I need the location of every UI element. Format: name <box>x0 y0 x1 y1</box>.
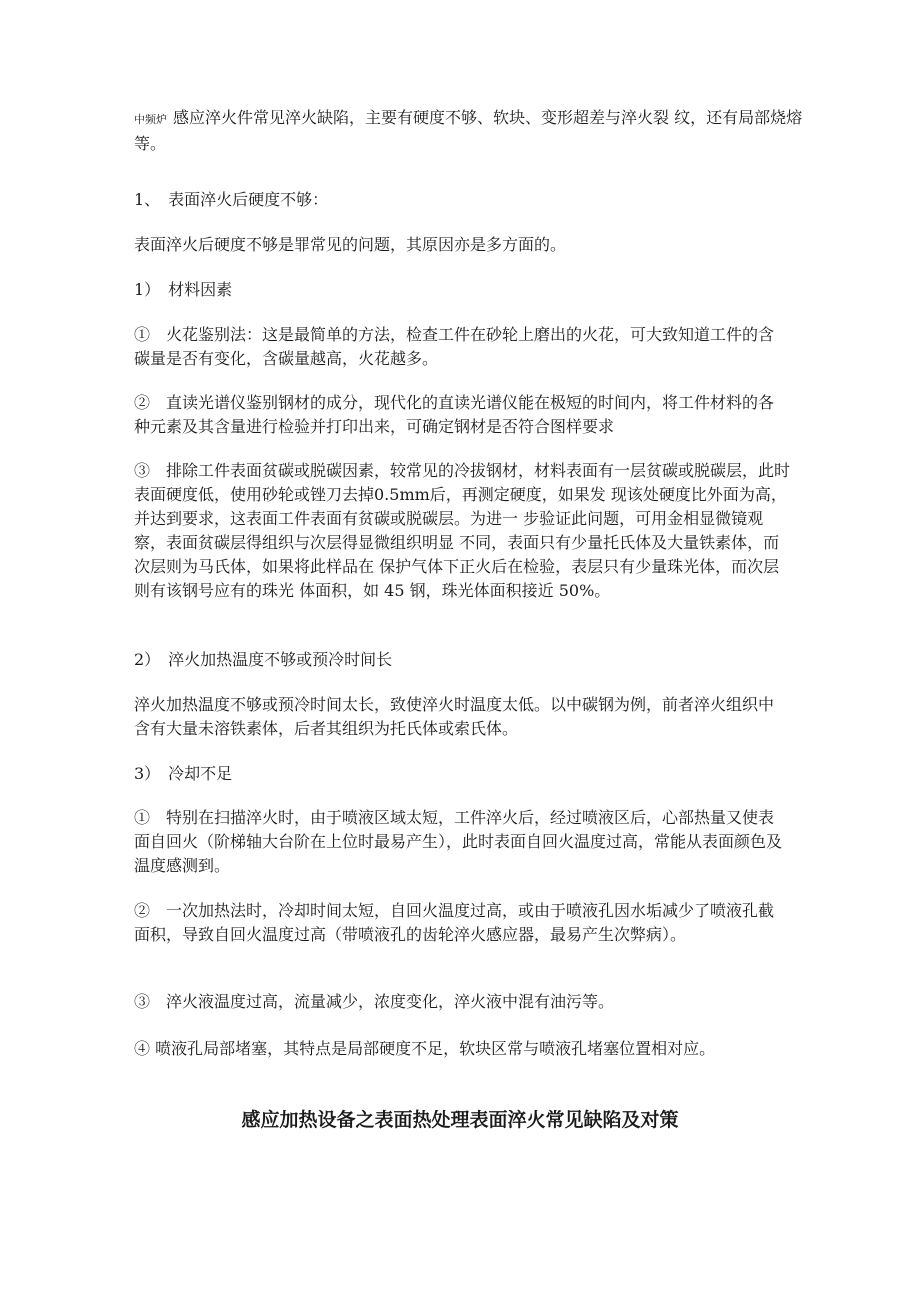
paragraph-quench-liquid: ③ 淬火液温度过高，流量减少，浓度变化，淬火液中混有油污等。 <box>134 992 615 1011</box>
paragraph-spark-test: ① 火花鉴别法：这是最简单的方法，检查工件在砂轮上磨出的火花，可大致知道工件的含碳量是否有变化，含碳量越高，火花越多。 <box>134 325 775 368</box>
paragraph-nozzle-blockage: ④ 喷液孔局部堵塞，其特点是局部硬度不足，软块区常与喷液孔堵塞位置相对应。 <box>134 1039 716 1058</box>
subheading-cooling: 3） 冷却不足 <box>134 764 233 783</box>
paragraph-decarburization: ③ 排除工件表面贫碳或脱碳因素，较常见的冷拔钢材，材料表面有一层贫碳或脱碳层，此时表面硬度低，使用砂轮或锉刀去掉0.5mm后，再测定硬度，如果发 现该处硬度比外面为高，并达到要求，这表面工件表面有贫碳或脱碳层。为进一 步验证此问题，可用金相显微镜观察，表面贫碳层得组织与次层得显微组织明显 不同，表面只有少量托氏体及大量铁素体，而次层则为马氏体，如果将此样品在 保护气体下正火后在检验，表层只有少量珠光体，而次层则有该钢号应有的珠光 体面积，如 45 钢，珠光体面积接近 50%。 <box>134 461 791 600</box>
section-heading-1: 1、 表面淬火后硬度不够： <box>134 190 329 209</box>
intro-paragraph <box>134 106 804 156</box>
subheading-material: 1） 材料因素 <box>134 280 233 299</box>
paragraph-temperature: 淬火加热温度不够或预冷时间太长，致使淬火时温度太低。以中碳钢为例，前者淬火组织中含有大量未溶铁素体，后者其组织为托氏体或索氏体。 <box>134 695 775 738</box>
subheading-temperature: 2） 淬火加热温度不够或预冷时间长 <box>134 650 393 669</box>
paragraph-scan-quench: ① 特别在扫描淬火时，由于喷液区域太短，工件淬火后，经过喷液区后，心部热量又使表面自回火（阶梯轴大台阶在上位时最易产生），此时表面自回火温度过高，常能从表面颜色及温度感测到。 <box>134 808 783 875</box>
paragraph-spectrometer: ② 直读光谱仪鉴别钢材的成分，现代化的直读光谱仪能在极短的时间内，将工件材料的各种元素及其含量进行检验并打印出来，可确定钢材是否符合图样要求 <box>134 393 775 436</box>
document-title: 感应加热设备之表面热处理表面淬火常见缺陷及对策 <box>241 1109 679 1131</box>
intro-text: 感应淬火件常见淬火缺陷，主要有硬度不够、软块、变形超差与淬火裂 纹，还有局部烧熔等。 <box>134 108 803 153</box>
paragraph-single-heating: ② 一次加热法时，冷却时间太短，自回火温度过高，或由于喷液孔因水垢减少了喷液孔截面积，导致自回火温度过高（带喷液孔的齿轮淬火感应器，最易产生次弊病）。 <box>134 901 775 944</box>
intro-tag: 中频炉 <box>134 113 167 126</box>
paragraph-hardness-intro: 表面淬火后硬度不够是罪常见的问题，其原因亦是多方面的。 <box>134 235 567 254</box>
